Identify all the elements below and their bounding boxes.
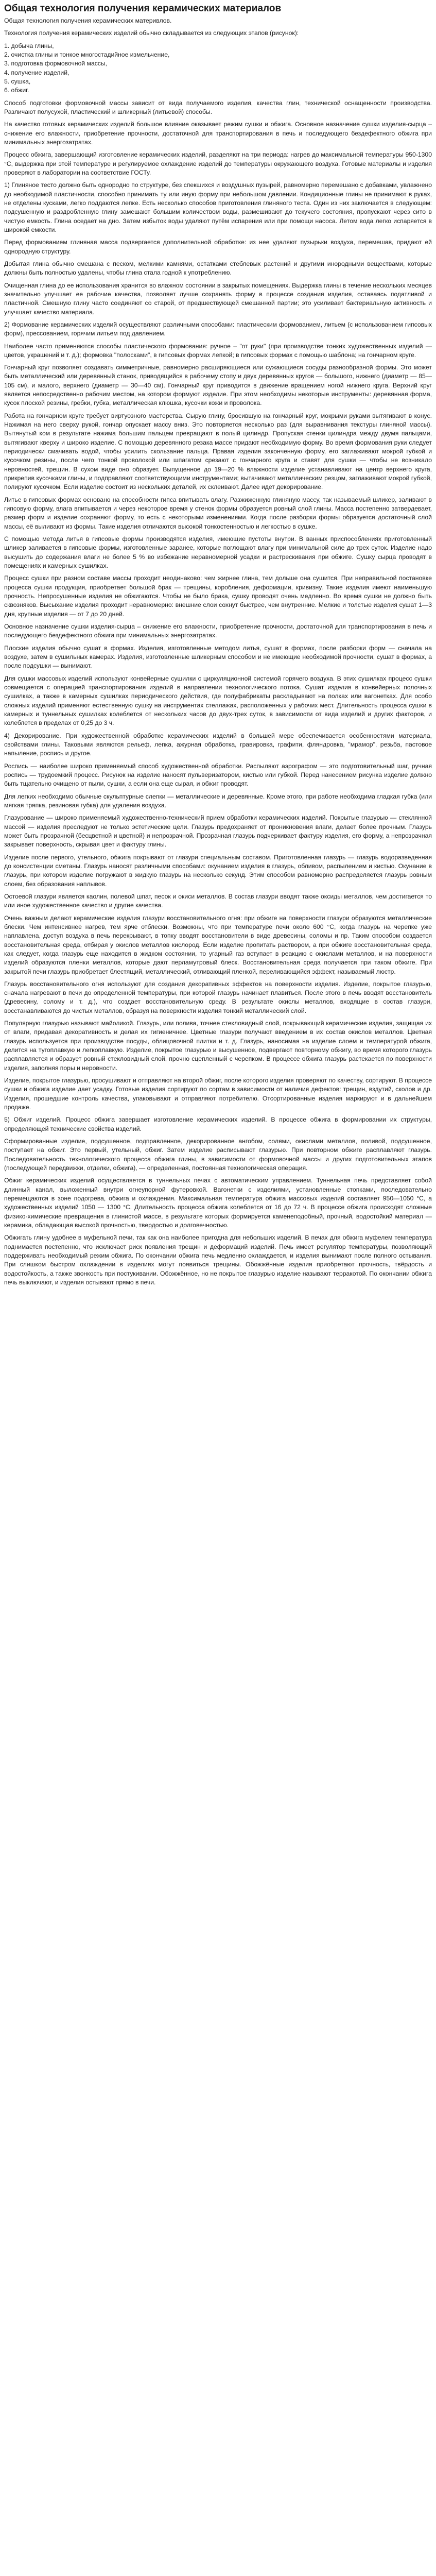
stage-item: 5. сушка, xyxy=(4,77,31,85)
stage-item: 1. добыча глины, xyxy=(4,42,54,49)
paragraph: Литье в гипсовых формах основано на способности гипса впитывать влагу. Разжиженную глиняную массу, так называемый шликер, заливают в гипсовую форму, влага впитывается и через некоторое время у стенок формы образуется ровный слой глины. Масса постепенно затвердевает, размер форм и изделие сохраняют форму, то есть с некоторыми изменениями. Когда после разборки формы образуется достаточный слой массы, её выливают из формы. Такие изделия отличаются высокой тонкостенностью и легкостью в сушке. xyxy=(4,496,432,530)
paragraph: Перед формованием глиняная масса подвергается дополнительной обработке: из нее удаляют пузырьки воздуха, перемешав, придают ей однородную структуру. xyxy=(4,239,432,255)
paragraph: Способ подготовки формовочной массы зависит от вида получаемого изделия, качества глин, технической оснащенности производства. Различают полусухой, пластический и шликерный (литьевой) способы. xyxy=(4,99,432,115)
stage-item: 4. получение изделий, xyxy=(4,69,69,76)
paragraph: Очень важным делают керамические изделия глазури восстановительного огня: при обжиге на поверхности глазури образуются металлические блески. Чем интенсивнее нагрев, тем ярче отблески. Возможны, что при температуре печи около 600 °С, когда глазурь на черепке уже наплавлена, доступ воздуха в печь перекрывают, в топку вводят восстановители в виде древесины, соломы и пр. Таким способом создается восстановительная среда, отбирая у окислов металлов кислород. Если изделие пропитать раствором, а при обжиге восстановительная среда, как следует, когда глазурь еще находится в жидком состоянии, то угарный газ вступает в реакцию с окислами металлов, и на поверхности изделий образуются пленки металлов, которые дают перламутровый блеск. Восстановительная среда получается при таком обжиге. При закрытой печи глазурь приобретает блестящий, металлический, отливающий пленкой, переливающийся эффект, называемый люстр. xyxy=(4,914,432,975)
paragraph: Сформированные изделие, подсушенное, подправленное, декорированное ангобом, солями, окислами металлов, поливой, подсушенное, поступает на обжиг. Это первый, утельный, обжиг. Затем изделие расписывают глазурью. При повторном обжиге расплавляют глазурь. Последовательность технологического процесса обжига глины, в зависимости от формовочной массы и других подготовительных этапов (последующей передвижки, отделки, обжига), — определенная, постоянная технологическая операция. xyxy=(4,1138,432,1172)
intro-text: Технология получения керамических изделий обычно складывается из следующих этапов (рисунок): xyxy=(4,29,299,37)
paragraph: Добытая глина обычно смешана с песком, мелкими камнями, остатками стеблевых растений и другими инородными веществами, которые должны быть полностью удалены, чтобы глина стала годной к употреблению. xyxy=(4,260,432,277)
paragraph: 1) Глиняное тесто должно быть однородно по структуре, без спекшихся и воздушных пузырей, равномерно перемешано с добавками, увлажнено до необходимой пластичности, способно принимать ту или иную форму при небольшом давлении. Кондиционные глины не принимают в руках, не отделены кусками, легко поддаются лепке. Есть несколько способов приготовления глиняного теста. Один из них заключается в следующем: подсушенную и раздробленную глину замешают большим количеством воды, размешивают до текучего состояния, пропускают через сито в чистую емкость. Глина оседает на дно. Затем избыток воды удаляют путём испарения или при помощи насоса. Летом вода легко испаряется в широкой емкости. xyxy=(4,181,432,233)
paragraph: Гончарный круг позволяет создавать симметричные, равномерно расширяющиеся или сужающиеся сосуды разнообразной формы. Это может быть металлический или деревянный станок, приводящийся в рабочему стопу и двух деревянных кругов — большого, нижнего (диаметр — 85—105 см), и малого, верхнего (диаметр — 30—40 см). Гончарный круг приводится в движение вращением ногой нижнего круга. Верхний круг является непосредственно рабочим местом, на котором формуют изделие. При этом необходимы некоторые инструменты: деревянная форма, кусок плоской резины, гребки, губка, металлическая клюшка, кусочки кожи и проволока. xyxy=(4,364,432,407)
paragraph: Плоские изделия обычно сушат в формах. Изделия, изготовленные методом литья, сушат в формах, после разборки форм — сначала на воздухе, затем в сушильных камерах. Изделия, изготовленные шликерным способом и не имеющие необходимой прочности, сушат в формах, а после подсушки — вынимают. xyxy=(4,644,432,670)
paragraph: Роспись — наиболее широко применяемый способ художественной обработки. Распыляют аэрографом — это подготовительный шаг, ручная роспись — трудоемкий процесс. Рисунок на изделие наносят пульверизатором, кистью или губкой. Перед нанесением рисунка изделие должно быть тщательно очищено от пыли, сушки, а если она еще сырая, и обжиг проводят. xyxy=(4,762,432,788)
paragraph: Изделие после первого, утельного, обжига покрывают от глазури специальным составом. Приготовленная глазурь — глазурь водоразведенная до консистенции сметаны. Глазурь наносят различными способами: окунанием изделия в глазурь, обливом, распылением и кистью. Окунание в глазурь, при котором изделие погружают в жидкую глазурь на несколько секунд. Этим способом равномерно распределяется глазурь ровным слоем, без образования наплывов. xyxy=(4,853,432,888)
paragraph: Работа на гончарном круге требует виртуозного мастерства. Сырую глину, бросившую на гончарный круг, мокрыми руками вытягивают в конус. Нажимая на него сверху рукой, гончар опускает массу вниз. Это повторяется несколько раз (для выравнивания текстуры глиняной массы). Вытянутый ком в результате нажима большим пальцем превращают в полый цилиндр. Пропуская стенки цилиндра между двумя пальцами, вытягивают кверху и широко изделие. С помощью деревянного резака массе придают необходимую форму. Во время формования руки следует периодически смачивать водой, чтобы усилить скользание пальца. Правая изделия законченную форму, его заглаживают мокрой губкой и кусочком резины, после чего тонкой проволокой или шпагатом срезают с гончарного круга и ставят для сушки — чтобы не возникало неровностей, трещин. В сухом виде оно образует. Выпущенное до 19—20 % влажности изделие устанавливают на центр верхнего круга, прикрепив кусочками глины, и подправляют соответствующими инструментами; вытачивают металлическим резцом, заглаживают мокрой губкой, полируют кусочком. Если изделие состоит из нескольких деталей, их склеивают. Далее идет декорирование. xyxy=(4,412,432,491)
paragraph: Остоевой глазури является каолин, полевой шпат, песок и окиси металлов. В состав глазури вводят также оксиды металлов, чем достигается то или иное художественное качество и другие качества. xyxy=(4,892,432,909)
paragraph: С помощью метода литья в гипсовые формы производятся изделия, имеющие пустоты внутри. В ванных приспособлениях приготовленный шликер заливается в гипсовые формы, изготовленные заранее, которые поглощают влагу при минимальной силе до трех суток. Изделие надо высушить до содержания влаги не более 5 % во избежание неравномерной усадки и растрескивания при обжиге. Сушку сырца проводят в помещениях и камерных сушилках. xyxy=(4,535,432,570)
stage-item: 2. очистка глины и тонкое многостадийное измельчение, xyxy=(4,50,170,58)
paragraph: Процесс обжига, завершающий изготовление керамических изделий, разделяют на три периода: нагрев до максимальной температуры 950-1300 °С, выдержка при этой температуре и регулируемое охлаждение изделий до температуры окружающего воздуха. Готовые материалы и изделия проверяют в лаборатории на соответствие ГОСТу. xyxy=(4,151,432,176)
paragraph: Глазурование — широко применяемый художественно-технический прием обработки керамических изделий. Покрытые глазурью — стеклянной массой — изделия преследуют не только эстетические цели. Глазурь предохраняет от проникновения влаги, делает более прочным. Глазурь может быть прозрачной (бесцветной и цветной) и непрозрачной. Прозрачная глазурь подчеркивает фактуру изделия, его форму, а непрозрачная закрывает поверхность, скрывая цвет и фактуру глины. xyxy=(4,814,432,849)
stages-list xyxy=(4,42,432,95)
paragraph: 2) Формование керамических изделий осуществляют различными способами: пластическим формованием, литьем (с использованием гипсовых форм), прессованием, горячим литьем под давлением. xyxy=(4,320,432,337)
paragraph: Для сушки массовых изделий используют конвейерные сушилки с циркуляционной системой горячего воздуха. В этих сушилках процесс сушки совмещается с операцией транспортирования изделий в направлении технологического потока. Сушат изделия в конвейерных полочных сушилках, а также в камерных сушилках периодического действия, где полуфабрикаты раскладывают на полках или вагонетках. Для особо сложных изделий применяют естественную сушку на инструментах стеллажах, расположенных у рабочих мест. Длительность процесса сушки в камерных и туннельных сушилках колеблется от нескольких часов до двух-трех суток, в зависимости от вида изделий и других факторов, и колеблется в пределах от 0,25 до 3 ч. xyxy=(4,674,432,727)
stage-item: 3. подготовка формовочной массы, xyxy=(4,60,108,67)
paragraph: Изделие, покрытое глазурью, просушивают и отправляют на второй обжиг, после которого изделия проверяют по качеству, сортируют. В процессе сушки и обжига изделие дает усадку. Готовые изделия сортируют по сортам в зависимости от наличия дефектов: трещин, вздутий, сколов и др. Изделия, прошедшие контроль качества, упаковывают и отправляют потребителю. Отсортированные изделия маркируют и в дальнейшем продаже. xyxy=(4,1077,432,1111)
paragraph: 4) Декорирование. При художественной обработке керамических изделий в большей мере обеспечивается особенностями материала, свойствами глины. Таковыми являются рельеф, лепка, ажурная обработка, гравировка, графити, фляндровка, "мрамор", резьба, пастовое напыление, роспись и другое. xyxy=(4,732,432,757)
paragraph: Глазурь восстановительного огня используют для создания декоративных эффектов на поверхности изделия. Изделие, покрытое глазурью, сначала нагревают в печи до определенной температуры, при которой глазурь начинает плавиться. После этого в печь вводят восстановитель (древесину, солому и т. д.), что создает восстановительную среду. В результате окислы металлов, входящие в состав глазури, восстанавливаются до чистых металлов, образуя на поверхности изделия тонкий металлический слой. xyxy=(4,980,432,1014)
paragraph: Очищенная глина до ее использования хранится во влажном состоянии в закрытых помещениях. Выдержка глины в течение нескольких месяцев значительно улучшает ее рабочие качества, позволяет лучше сохранять форму в процессе создания изделия, оставаясь податливой и пластичной. Смешную глину часто соединяют со старой, от предшествующей смешанной партии; это усиливает бактериальную активность и улучшает качество материала. xyxy=(4,281,432,316)
paragraph: Процесс сушки при разном составе массы проходит неодинаково: чем жирнее глина, тем дольше она сушится. При неправильной постановке процесса сушки продукция, приобретает большой брак — трещины, коробления, деформации, кривизну. Такие изделия имеют наименьшую прочность. Непросушенные изделия не обжигаются. Чтобы не было брака, сушку проводят очень медленно. Во время сушки не должно быть сквозняков. Высыхание изделия проходит неравномерно: внешние слои сохнут быстрее, чем внутренние. Мелкие и толстые изделия сушат 1—3 дня, крупные изделия — от 7 до 20 дней. xyxy=(4,574,432,618)
paragraph: Обжиг керамических изделий осуществляется в туннельных печах с автоматическим управлением. Туннельная печь представляет собой длинный канал, выложенный внутри огнеупорной футеровкой. Вагонетки с изделиями, установленные стопками, последовательно перемещаются в зоне подогрева, обжига и охлаждения. Максимальная температура обжига массовых изделий составляет 950—1050 °С, а художественных изделий 1050 — 1300 °С. Длительность процесса обжига колеблется от 16 до 72 ч. В процессе обжига происходят сложные физико-химические превращения в глинистой массе, в результате которых формируется каменеподобный, прочный, водостойкий материал — керамика, обладающая высокой прочностью, твердостью и долговечностью. xyxy=(4,1177,432,1229)
paragraph: Наиболее часто применяются способы пластического формования: ручное – "от руки" (при производстве тонких художественных изделий — цветов, украшений и т. д.); формовка "полосками", в гипсовых формах лепкой; в гипсовых формах с помощью шаблона; на гончарном круге. xyxy=(4,342,432,359)
paragraph: Популярную глазурью называют майоликой. Глазурь, или полива, точнее стекловидный слой, покрывающий керамические изделия, защищая их от влаги, придавая декоративность и делая их гигиеничнее. Цветные глазури получают введением в их состав окислов металлов. Цветная глазурь используется при производстве посуды, облицовочной плитки и т. д. Глазурь, наносимая на изделие слоем и температурой обжига, делится на тугоплавкую и легкоплавкую. Изделие, покрытое глазурью и высушенное, подвергают повторному обжигу, во время которого глазурь расплавляется и образует ровный стекловидный слой, прочно сцепленный с черепком. В процессе обжига глазурь растекается по поверхности изделия, заполняя поры и неровности. xyxy=(4,1020,432,1072)
paragraph: 5) Обжиг изделий. Процесс обжига завершает изготовление керамических изделий. В процессе обжига в формировании их структуры, определяющей технические свойства изделий. xyxy=(4,1116,432,1132)
paragraph: Обжигать глину удобнее в муфельной печи, так как она наиболее пригодна для небольших изделий. В печах для обжига муфелем температура поднимается постепенно, что исключает риск появления трещин и деформаций изделий. Печь имеет регулятор температуры, позволяющий поддерживать необходимый режим обжига. По окончании обжига печь медленно охлаждается, и изделия вынимают после полного остывания. При слишком быстром охлаждении в изделиях могут появиться трещины. Обожжённые изделия приобретают прочность, твёрдость и водостойкость, а также звонкость при постукивании. Обожжённое, но не покрытое глазурью изделие называют терракотой. По окончании обжига печь выключают, и изделия остывают прямо в печи. xyxy=(4,1234,432,1286)
paragraph: Для легких необходимо обычные скульптурные слепки — металлические и деревянные. Кроме этого, при работе необходима гладкая губка (или мягкая тряпка, резиновая губка) для удаления воздуха. xyxy=(4,792,432,809)
page-title: Общая технология получения керамических материалов xyxy=(4,3,282,14)
document-subtitle: Общая технология получения керамических материвлов. xyxy=(4,17,172,24)
paragraph: На качество готовых керамических изделий большое влияние оказывает режим сушки и обжига. Основное назначение сушки изделия-сырца – снижение его влажности, приобретение прочности, достаточной для транспортирования в печь и последующего бездефектного обжига при минимальных энергозатратах. xyxy=(4,121,432,146)
paragraph: Основное назначение сушки изделия-сырца – снижение его влажности, приобретение прочности, достаточной для транспортирования в печь и последующего бездефектного обжига при минимальных энергозатратах. xyxy=(4,623,432,639)
stage-item: 6. обжиг. xyxy=(4,87,29,94)
